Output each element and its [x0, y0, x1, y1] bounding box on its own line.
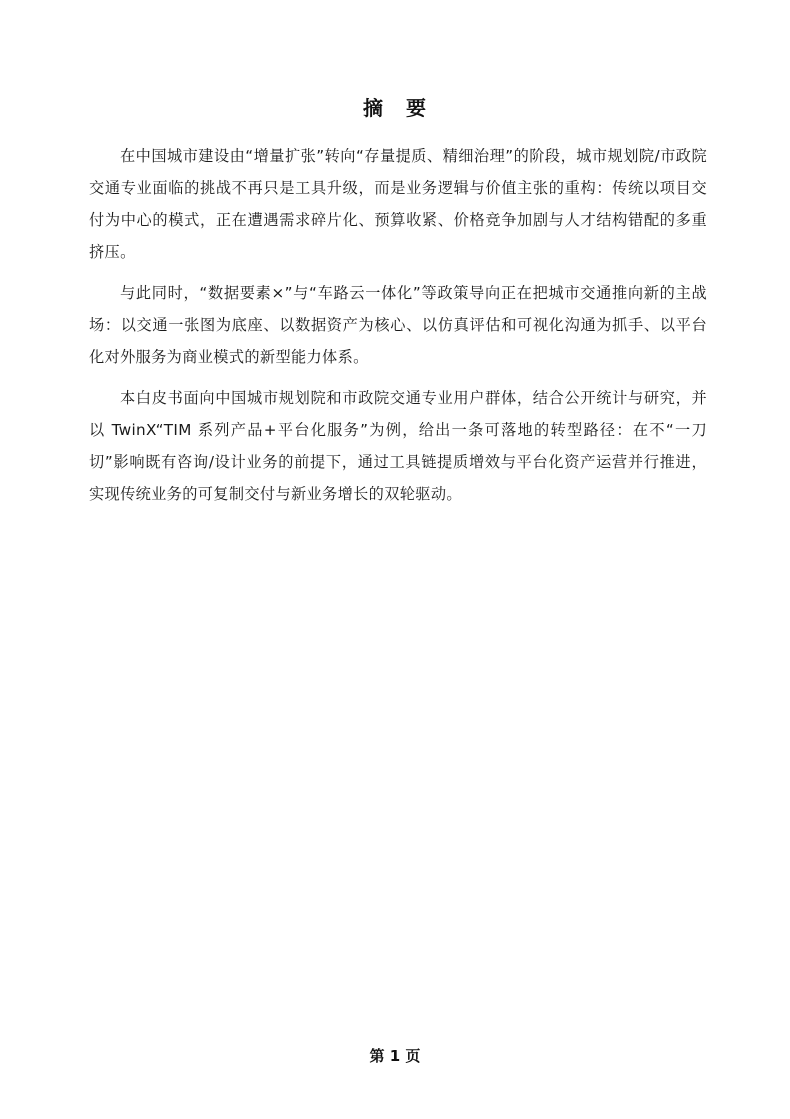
page-number: 第 1 页	[369, 1047, 421, 1065]
title-char: 要	[406, 96, 427, 120]
abstract-paragraph: 与此同时，“数据要素×”与“车路云一体化”等政策导向正在把城市交通推向新的主战场：以交通一张图为底座、以数据资产为核心、以仿真评估和可视化沟通为抓手、以平台化对外服务为商业模式的新型能力体系。	[89, 284, 707, 366]
page-title	[0, 92, 790, 121]
abstract-paragraph: 在中国城市建设由“增量扩张”转向“存量提质、精细治理”的阶段，城市规划院/市政院交通专业面临的挑战不再只是工具升级，而是业务逻辑与价值主张的重构：传统以项目交付为中心的模式，正在遭遇需求碎片化、预算收紧、价格竞争加剧与人才结构错配的多重挤压。	[89, 147, 707, 261]
title-char: 摘	[363, 96, 384, 120]
abstract-paragraph: 本白皮书面向中国城市规划院和市政院交通专业用户群体，结合公开统计与研究，并以 TwinX“TIM 系列产品+平台化服务”为例，给出一条可落地的转型路径：在不“一刀切”影响既有咨询/设计业务的前提下，通过工具链提质增效与平台化资产运营并行推进，实现传统业务的可复制交付与新业务增长的双轮驱动。	[89, 389, 707, 503]
abstract-body	[89, 140, 707, 519]
